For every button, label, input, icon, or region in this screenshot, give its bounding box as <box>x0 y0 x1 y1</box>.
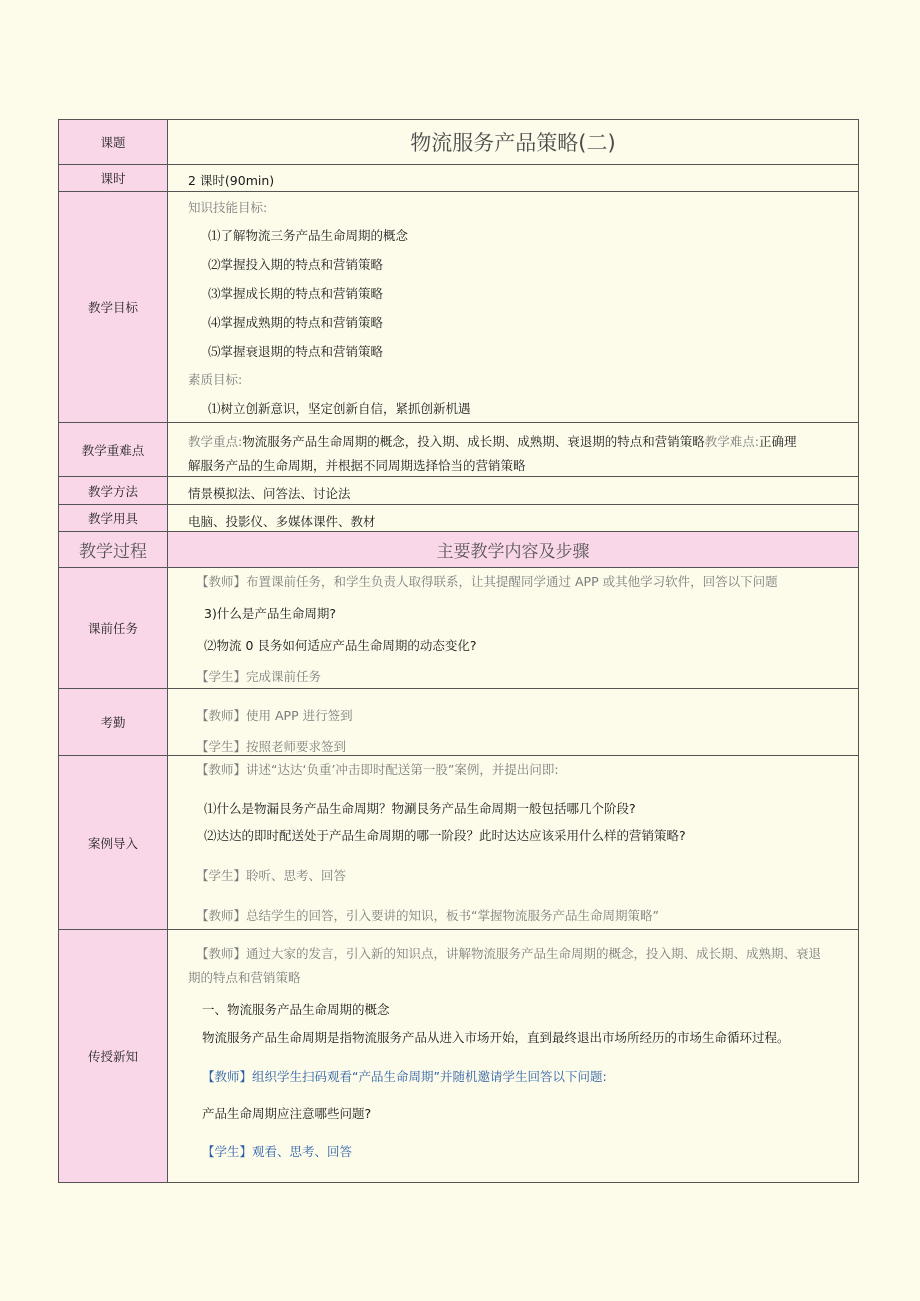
key-points-label: 教学重难点 <box>59 423 168 476</box>
pre-task-cell <box>168 568 858 688</box>
section-heading: 一、物流服务产品生命周期的概念 <box>202 1002 390 1017</box>
row-tools <box>59 505 858 532</box>
process-label <box>59 532 168 567</box>
row-pre-task <box>59 568 858 689</box>
key-points-line-1 <box>188 432 796 450</box>
difficulty-text-2: 解服务产品的生命周期，并根据不同周期选择恰当的营销策略 <box>188 458 526 473</box>
new-knowledge-cell <box>168 930 858 1182</box>
hours-value: 2 课时(90min) <box>188 173 275 188</box>
process-header-text: 主要教学内容及步骤 <box>436 542 590 562</box>
quality-item: ⑴树立创新意识，坚定创新自信，紧抓创新机遇 <box>208 401 471 416</box>
knowledge-item: ⑵掌握投入期的特点和营销策略 <box>208 257 384 272</box>
attendance-student: 【学生】按照老师要求签到 <box>196 739 347 754</box>
row-methods <box>59 477 858 505</box>
topic-label: 课题 <box>59 120 168 164</box>
key-text: 物流服务产品生命周期的概念，投入期、成长期、成熟期、衰退期的特点和营销策略 <box>242 434 705 449</box>
question-text: 产品生命周期应注意哪些问题? <box>202 1106 372 1121</box>
knowledge-item: ⑶掌握成长期的特点和营销策略 <box>208 286 384 301</box>
case-intro-question-1: ⑴什么是物漏艮务产品生命周期？物涮艮务产品生命周期一般包括哪几个阶段? <box>204 801 636 816</box>
tools-cell <box>168 505 858 531</box>
case-intro-label: 案例导入 <box>59 756 168 929</box>
pre-task-label: 课前任务 <box>59 568 168 688</box>
key-points-cell <box>168 423 858 476</box>
row-objectives <box>59 192 858 423</box>
new-knowledge-label: 传授新知 <box>59 930 168 1182</box>
methods-label: 教学方法 <box>59 477 168 504</box>
pre-task-question-2: ⑵物流 0 艮务如何适应产品生命周期的动态变化? <box>204 638 477 653</box>
methods-cell <box>168 477 858 504</box>
case-intro-question-2: ⑵达达的即时配送处于产品生命周期的哪一阶段？此时达达应该采用什么样的营销策略? <box>204 828 686 843</box>
objectives-cell <box>168 192 858 422</box>
hours-cell <box>168 165 858 191</box>
case-intro-cell <box>168 756 858 929</box>
key-tag: 教学重点: <box>188 434 243 449</box>
difficulty-tag: 教学难点: <box>704 434 759 449</box>
new-knowledge-student-blue: 【学生】观看、思考、回答 <box>202 1144 353 1159</box>
attendance-teacher: 【教师】使用 APP 进行签到 <box>196 708 353 723</box>
pre-task-student: 【学生】完成课前任务 <box>196 669 322 684</box>
row-hours <box>59 165 858 192</box>
row-process-header <box>59 532 858 568</box>
knowledge-item: ⑷掌握成熟期的特点和营销策略 <box>208 315 384 330</box>
pre-task-question-1: 3)什么是产品生命周期? <box>204 606 336 621</box>
new-knowledge-teacher-1: 【教师】通过大家的发言，引入新的知识点，讲解物流服务产品生命周期的概念，投入期、成长期、成熟期、衰退 <box>196 946 822 961</box>
pre-task-teacher: 【教师】布置课前任务，和学生负责人取得联系，让其提醒同学通过 APP 或其他学习软件，回答以下问题 <box>196 574 778 589</box>
hours-label: 课时 <box>59 165 168 191</box>
knowledge-item: ⑸掌握衰退期的特点和营销策略 <box>208 344 384 359</box>
row-attendance <box>59 689 858 756</box>
tools-label: 教学用具 <box>59 505 168 531</box>
tools-value: 电脑、投影仪、多媒体课件、教材 <box>188 514 376 529</box>
case-intro-student: 【学生】聆听、思考、回答 <box>196 868 347 883</box>
attendance-label: 考勤 <box>59 689 168 755</box>
attendance-cell <box>168 689 858 755</box>
quality-title: 素质目标: <box>188 372 243 387</box>
definition-text: 物流服务产品生命周期是指物流服务产品从进入市场开始，直到最终退出市场所经历的市场生命循环过程。 <box>202 1030 790 1045</box>
lesson-plan-table <box>58 119 859 1183</box>
row-topic <box>59 120 858 165</box>
topic-title: 物流服务产品策略(二) <box>410 131 616 155</box>
process-header-cell <box>168 532 858 567</box>
row-new-knowledge <box>59 930 858 1182</box>
topic-cell <box>168 120 858 164</box>
row-case-intro <box>59 756 858 930</box>
objectives-label: 教学目标 <box>59 192 168 422</box>
case-intro-teacher-summary: 【教师】总结学生的回答，引入要讲的知识，板书“掌握物流服务产品生命周期策略” <box>196 908 659 923</box>
difficulty-text-1: 正确理 <box>758 434 797 449</box>
new-knowledge-teacher-blue: 【教师】组织学生扫码观看“产品生命周期”并随机邀请学生回答以下问题: <box>202 1069 607 1084</box>
row-key-points <box>59 423 858 477</box>
knowledge-title: 知识技能目标: <box>188 200 268 215</box>
case-intro-teacher: 【教师】讲述“达达‘负重’冲击即时配送第一股”案例，并提出问即: <box>196 762 559 777</box>
new-knowledge-teacher-2: 期的特点和营销策略 <box>188 970 301 985</box>
process-label-text: 教学过程 <box>79 542 147 562</box>
knowledge-item: ⑴了解物流三务产品生命周期的概念 <box>208 228 409 243</box>
methods-value: 情景模拟法、问答法、讨论法 <box>188 486 351 501</box>
